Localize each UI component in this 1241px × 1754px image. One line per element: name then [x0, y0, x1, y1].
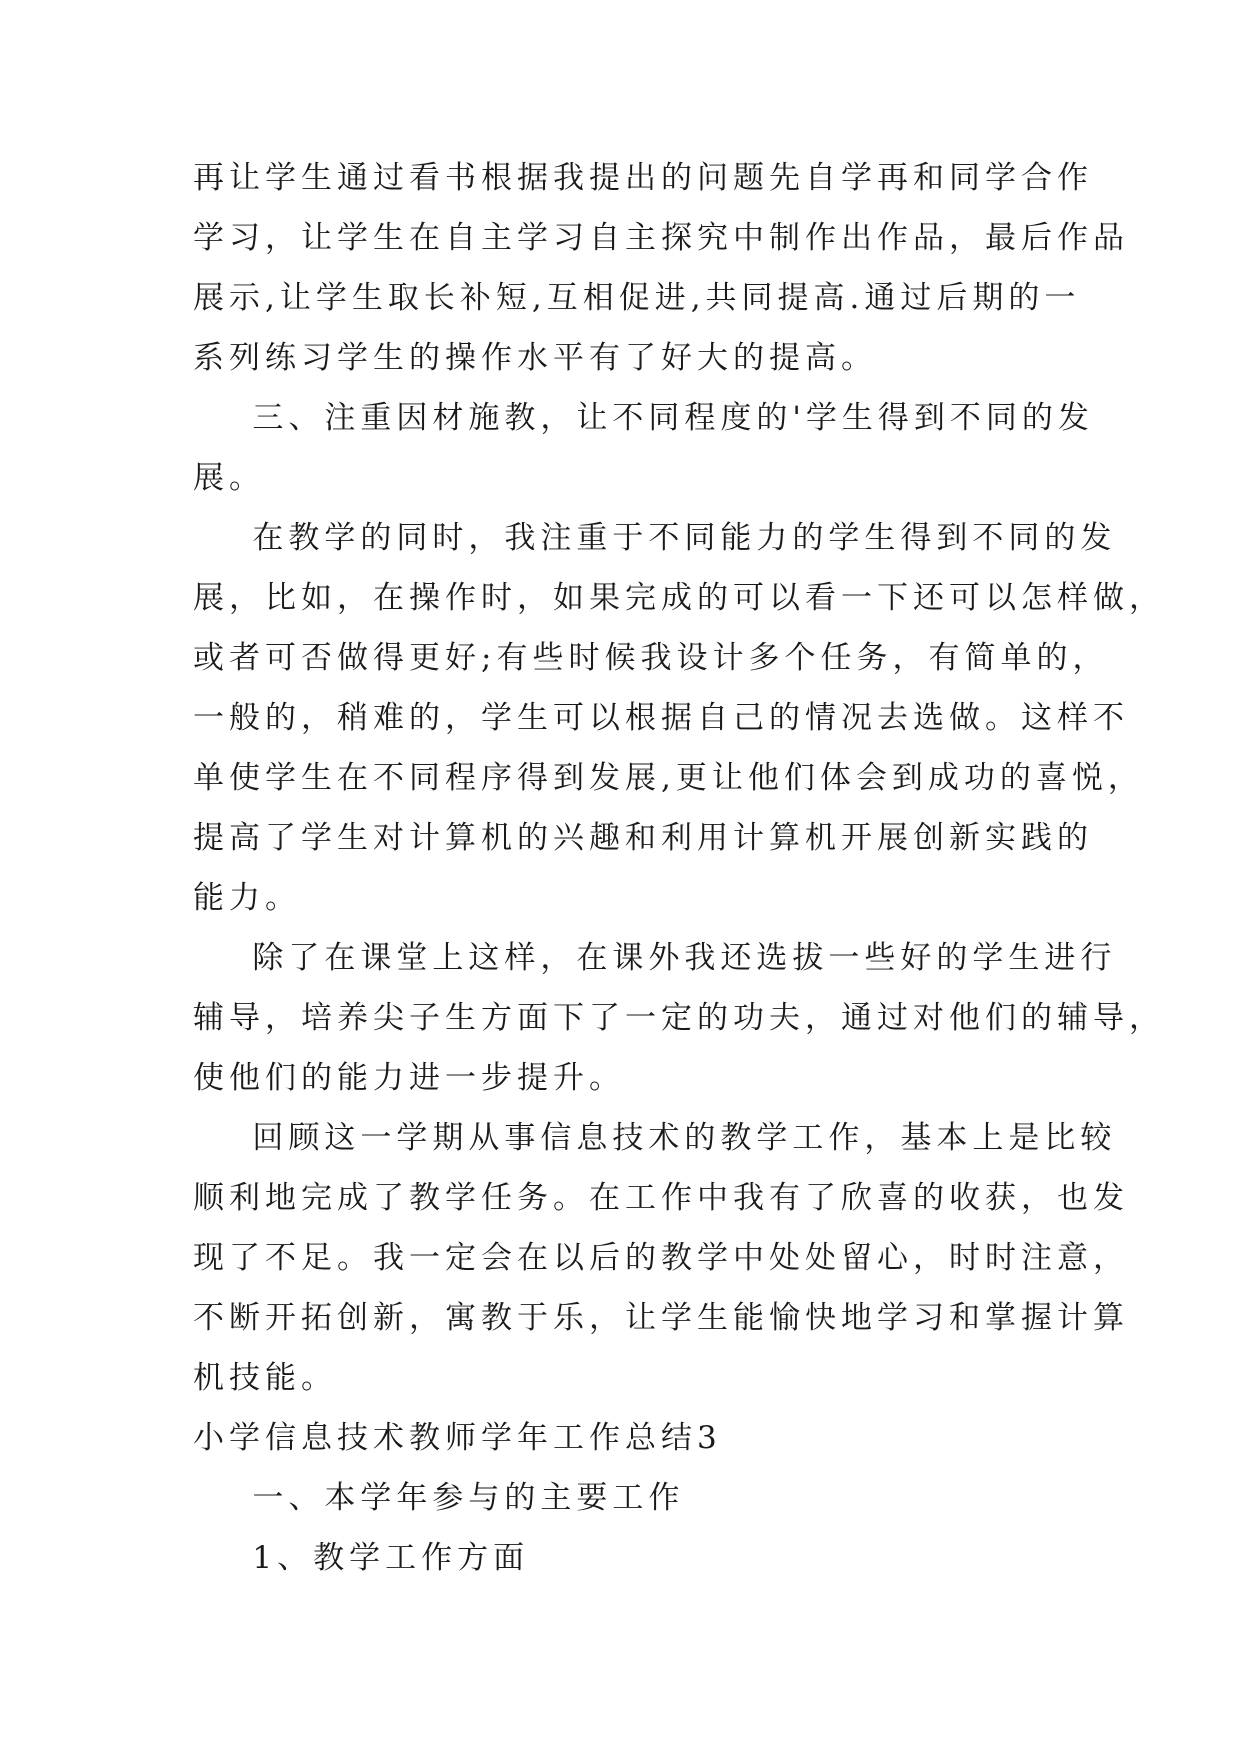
text-line: 机技能。: [193, 1360, 337, 1396]
text-line: 展。: [193, 460, 265, 496]
text-line: 1、教学工作方面: [193, 1540, 530, 1576]
section-heading-one: [193, 1468, 1063, 1528]
document-page: [193, 148, 1165, 1588]
text-line: 使他们的能力进一步提升。: [193, 1060, 625, 1096]
text-line: 提高了学生对计算机的兴趣和利用计算机开展创新实践的: [193, 820, 1093, 856]
text-line: 或者可否做得更好;有些时候我设计多个任务，有简单的，: [193, 640, 1109, 676]
text-line: 一般的，稍难的，学生可以根据自己的情况去选做。这样不: [193, 700, 1129, 736]
paragraph-continued: [193, 148, 1129, 388]
text-line: 现了不足。我一定会在以后的教学中处处留心，时时注意，: [193, 1240, 1129, 1276]
text-line: 展示,让学生取长补短,互相促进,共同提高.通过后期的一: [193, 280, 1081, 316]
document-title: [193, 1408, 1063, 1468]
section-heading-three: [193, 388, 1094, 508]
paragraph-extracurricular: [193, 928, 1165, 1108]
text-line: 一、本学年参与的主要工作: [193, 1480, 685, 1516]
paragraph-review: [193, 1108, 1129, 1408]
paragraph-teaching: [193, 508, 1165, 928]
text-line: 回顾这一学期从事信息技术的教学工作，基本上是比较: [193, 1120, 1117, 1156]
text-line: 单使学生在不同程序得到发展,更让他们体会到成功的喜悦，: [193, 760, 1144, 796]
text-line: 三、注重因材施教，让不同程度的'学生得到不同的发: [193, 400, 1094, 436]
text-line: 辅导，培养尖子生方面下了一定的功夫，通过对他们的辅导，: [193, 1000, 1165, 1036]
text-line: 再让学生通过看书根据我提出的问题先自学再和同学合作: [193, 160, 1093, 196]
text-line: 在教学的同时，我注重于不同能力的学生得到不同的发: [193, 520, 1117, 556]
text-line: 除了在课堂上这样，在课外我还选拔一些好的学生进行: [193, 940, 1117, 976]
text-line: 不断开拓创新，寓教于乐，让学生能愉快地学习和掌握计算: [193, 1300, 1129, 1336]
text-line: 顺利地完成了教学任务。在工作中我有了欣喜的收获，也发: [193, 1180, 1129, 1216]
text-line: 能力。: [193, 880, 301, 916]
text-line: 展，比如，在操作时，如果完成的可以看一下还可以怎样做，: [193, 580, 1165, 616]
text-line: 学习，让学生在自主学习自主探究中制作出作品，最后作品: [193, 220, 1129, 256]
subsection-heading: [193, 1528, 1063, 1588]
text-line: 系列练习学生的操作水平有了好大的提高。: [193, 340, 877, 376]
title-line: 小学信息技术教师学年工作总结3: [193, 1420, 722, 1456]
